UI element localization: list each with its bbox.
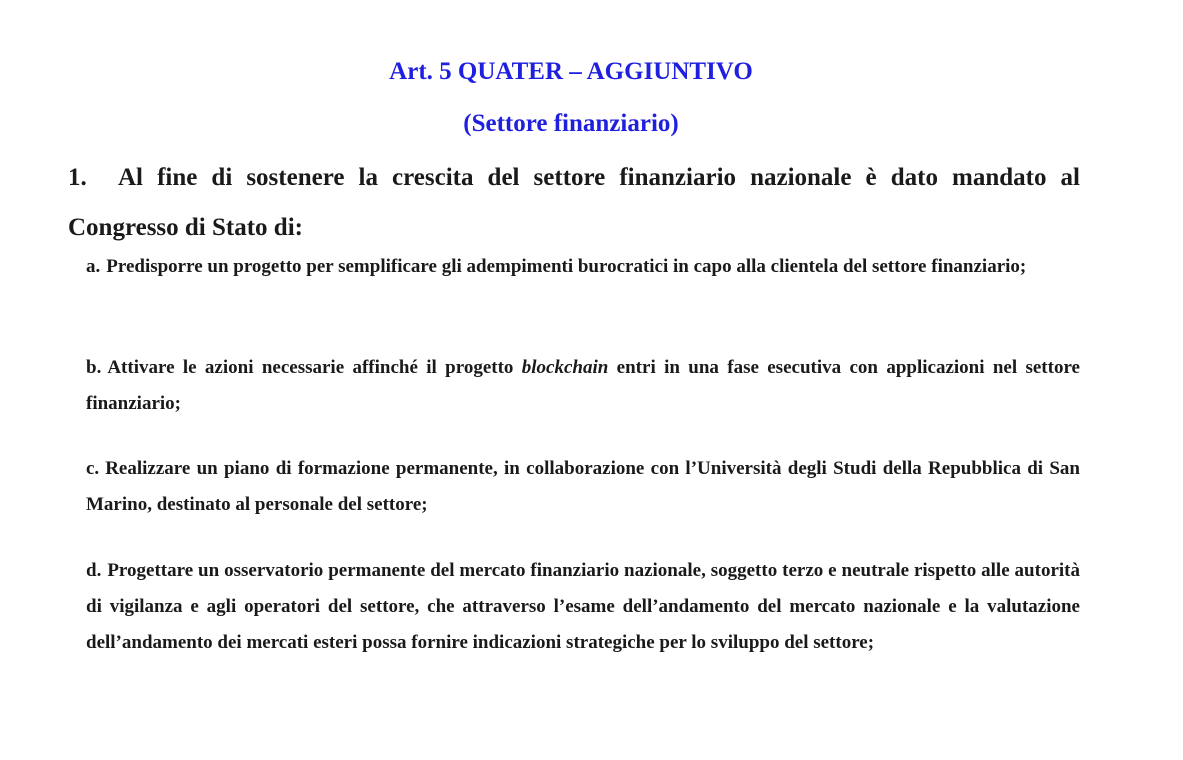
list-item-text-after: entri in una fase esecutiva con applicazioni nel settore finanziario; (86, 357, 1080, 414)
list-item-letter: a. (86, 256, 101, 277)
paragraph-text: Al fine di sostenere la crescita del settore finanziario nazionale è dato mandato al Congresso di Stato di: (68, 164, 1080, 241)
list-item-a (86, 249, 1080, 285)
list-item-b (86, 350, 1080, 422)
article-title: Art. 5 QUATER – AGGIUNTIVO (389, 58, 753, 85)
list-item-text: Progettare un osservatorio permanente del mercato finanziario nazionale, soggetto terzo e neutrale rispetto alle autorità di vigilanza e agli operatori del settore, che attraverso l’esame dell’andamento del mercato nazionale e la valutazione dell’andamento dei mercati esteri possa fornire indicazioni strategiche per lo sviluppo del settore; (86, 560, 1080, 653)
paragraph-number: 1. (68, 164, 87, 191)
list-item-text: Predisporre un progetto per semplificare gli adempimenti burocratici in capo alla clientela del settore finanziario; (106, 256, 1027, 277)
list-item-letter: c. (86, 458, 100, 479)
list-item-text-emphasis: blockchain (521, 357, 609, 378)
list-item-c (86, 451, 1080, 523)
paragraph-1 (68, 153, 1080, 253)
list-item-letter: b. (86, 357, 102, 378)
list-item-text-before: Attivare le azioni necessarie affinché il progetto (107, 357, 522, 378)
article-subtitle: (Settore finanziario) (463, 110, 679, 137)
list-item-text: Realizzare un piano di formazione permanente, in collaborazione con l’Università degli Studi della Repubblica di San Marino, destinato al personale del settore; (86, 458, 1080, 515)
list-item-letter: d. (86, 560, 102, 581)
list-item-d (86, 553, 1080, 661)
